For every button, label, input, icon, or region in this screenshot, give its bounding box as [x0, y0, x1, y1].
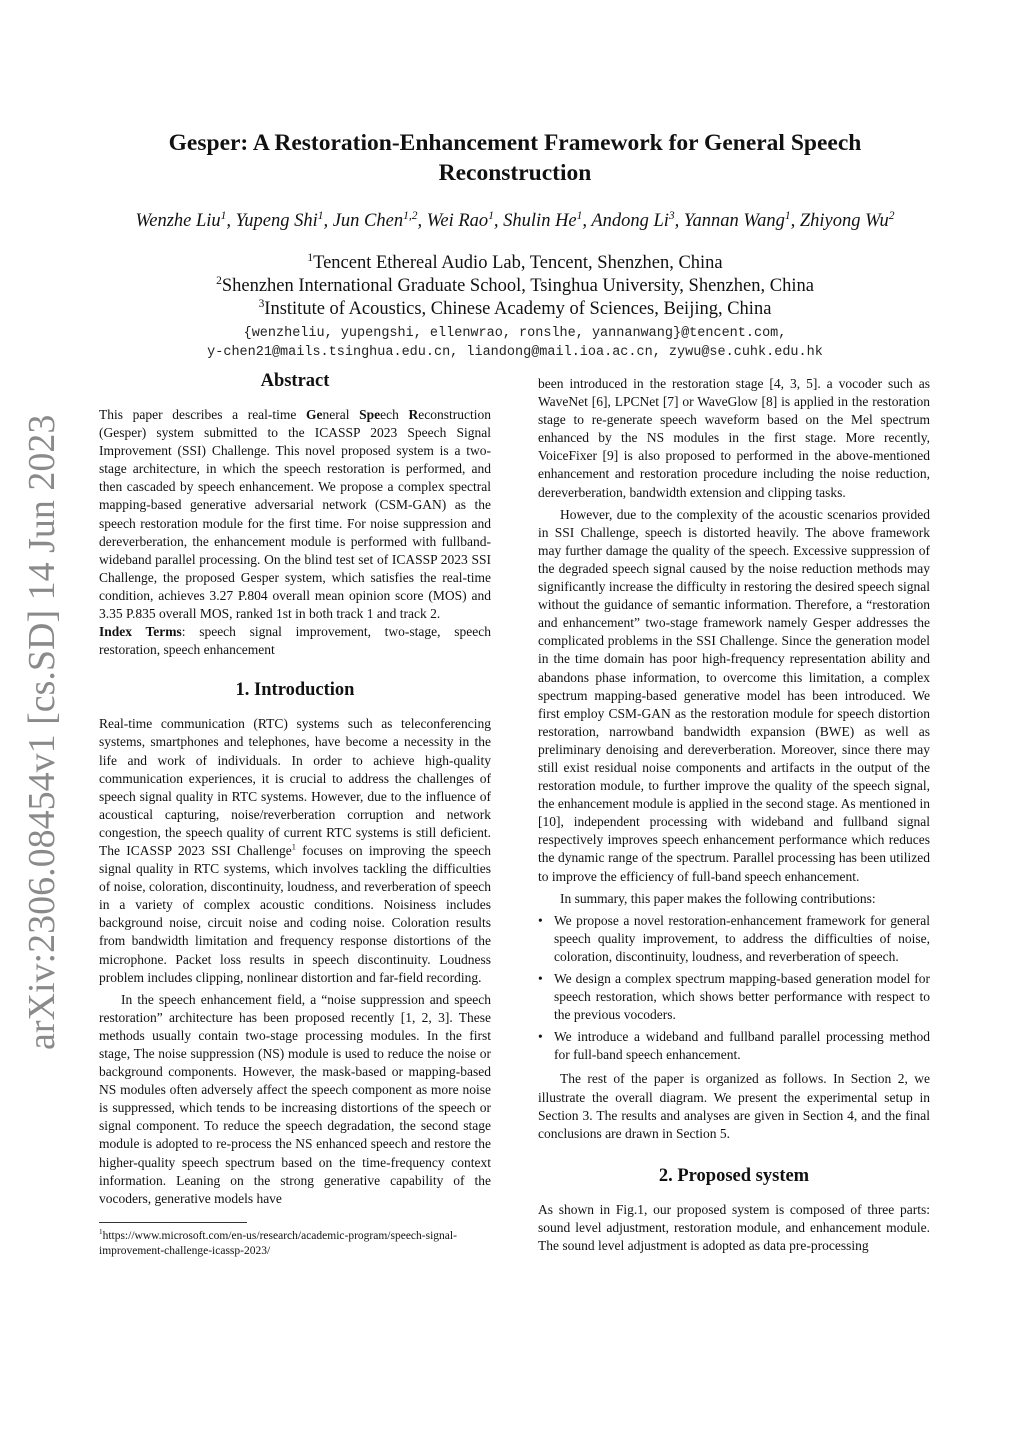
author-list: Wenzhe Liu$^1$, Yupeng Shi$^1$, Jun Chen$^{1,2}$, Wei Rao$^1$, Shulin He$^1$, Andong Li$^3$, Yannan Wang$^1$, Zhiyong Wu$^2$ — [135, 209, 895, 231]
author: Wenzhe Liu — [135, 211, 221, 231]
author-affiliation: 1,2 — [403, 209, 418, 222]
author-affiliation: 1 — [220, 209, 227, 222]
contribution-item: • We propose a novel restoration-enhancement framework for general speech quality improvement, to address the difficulties of noise, coloration, discontinuity, loudness, and reverberation of speech. — [538, 912, 930, 964]
affiliation-number: 2 — [216, 274, 222, 287]
affiliation — [100, 275, 930, 298]
bullet-icon: • — [538, 1029, 543, 1045]
affiliation-list — [100, 252, 930, 321]
author-affiliation: 2 — [888, 209, 895, 222]
intro-paragraph: In the speech enhancement field, a “noise suppression and speech restoration” architecture has been proposed recently [1, 2, 3]. These methods usually contain two-stage processing modules. In the first stage, The noise suppression (NS) module is used to reduce the noise or background components. However, the mask-based or mapping-based NS modules often adversely affect the speech component as more noise is suppressed, which tends to be increasing distortions of the speech or signal component. To reduce the speech degradation, the second stage module is adopted to re-process the NS enhanced speech and restore the higher-quality speech spectrum based on the time-frequency context information. Leaning on the strong generative capability of the vocoders, generative models have — [99, 991, 491, 1206]
body-paragraph: As shown in Fig.1, our proposed system is composed of three parts: sound level adjustment, restoration module, and enhancement module. The sound level adjustment is adopted as data pre-processing — [538, 1201, 930, 1254]
author-affiliation: 1 — [488, 209, 494, 222]
body-paragraph: been introduced in the restoration stage [4, 3, 5]. a vocoder such as WaveNet [6], LPCNet [7] or WaveGlow [8] is applied in the restoration stage to re-generate speech waveform based on the Mel spectrum enhanced by the NS modules in the first stage. More recently, VoiceFixer [9] is also proposed to performed in the above-mentioned enhancement and restoration procedure including the noise reduction, dereverberation, bandwidth extension and clipping tasks. — [538, 376, 930, 500]
index-terms: Index Terms: speech signal improvement, two-stage, speech restoration, speech enhancement — [99, 624, 491, 658]
author-affiliation: 1 — [784, 209, 791, 222]
author: Yupeng Shi — [235, 211, 318, 231]
abstract-heading: Abstract — [260, 371, 330, 391]
footnote-number: 1 — [99, 1228, 103, 1237]
affiliation-text: Shenzhen International Graduate School, Tsinghua University, Shenzhen, China — [221, 276, 814, 296]
footnote-marker: 1 — [291, 842, 296, 852]
author-affiliation: 3 — [668, 209, 675, 222]
section-heading-proposed-system: 2. Proposed system — [658, 1165, 810, 1186]
affiliation-text: Institute of Acoustics, Chinese Academy of Sciences, Beijing, China — [264, 299, 772, 319]
index-terms-label: Index Terms — [99, 624, 182, 640]
footnote-url: https://www.microsoft.com/en-us/research/academic-program/speech-signal-improvement-challenge-icassp-2023/ — [99, 1229, 457, 1257]
affiliation — [100, 298, 930, 321]
author: Zhiyong Wu — [799, 211, 889, 231]
author: Andong Li — [591, 211, 669, 231]
affiliation — [100, 252, 930, 275]
bullet-icon: • — [538, 971, 543, 986]
bullet-icon: • — [538, 912, 543, 928]
author: Shulin He — [503, 211, 577, 231]
abstract-text: This paper describes a real-time General Speech Reconstruction (Gesper) system submitted to the ICASSP 2023 Speech Signal Improvement (SSI) Challenge. This novel proposed system is a two-stage architecture, in which the speech restoration is performed, and then cascaded by speech enhancement. We propose a complex spectral mapping-based generative adversarial network (CSM-GAN) as the speech restoration module for the first time. For noise suppression and dereverberation, the enhancement module is performed with fullband-wideband parallel processing. On the blind test set of ICASSP 2023 SSI Challenge, the proposed Gesper system, which satisfies the real-time condition, achieves 3.27 P.804 overall mean opinion score (MOS) and 3.35 P.835 overall MOS, ranked 1st in both track 1 and track 2. — [99, 407, 492, 622]
footnote — [99, 1229, 491, 1259]
contribution-list — [538, 912, 930, 1065]
contribution-item: • We introduce a wideband and fullband parallel processing method for full-band speech enhancement. — [538, 1029, 930, 1063]
paper-title: Gesper: A Restoration-Enhancement Framework for General Speech Reconstruction — [168, 130, 862, 186]
left-column — [99, 370, 491, 1259]
email-line: {wenzheliu, yupengshi, ellenwrao, ronslhe, yannanwang}@tencent.com, — [243, 326, 787, 341]
body-paragraph: In summary, this paper makes the following contributions: — [560, 890, 876, 906]
email-list — [60, 324, 970, 362]
affiliation-number: 1 — [307, 251, 314, 264]
section-heading-introduction: 1. Introduction — [235, 680, 355, 701]
intro-paragraph: Real-time communication (RTC) systems such as teleconferencing systems, smartphones and telephones, have become a necessity in the life and work of individuals. In order to achieve high-quality communication experiences, it is crucial to address the challenges of speech signal quality in RTC systems. However, due to the influence of acoustical capturing, noise/reverberation corruption and network congestion, the speech quality of current RTC systems is still deficient. The ICASSP 2023 SSI Challenge$^1$ focuses on improving the speech signal quality in RTC systems, which involves tackling the difficulties of noise, coloration, discontinuity, loudness, and reverberation of speech in a variety of complex acoustic conditions. Noisiness includes background noise, circuit noise and coding noise. Coloration results from bandwidth limitation and frequency response distortions of the microphone. Packet loss results in speech discontinuity. Loudness problem includes clipping, nonlinear distortion and far-field recording. — [99, 716, 491, 985]
author: Jun Chen — [332, 211, 404, 231]
affiliation-text: Tencent Ethereal Audio Lab, Tencent, Shenzhen, China — [313, 253, 723, 273]
contribution-item: • We design a complex spectrum mapping-based generation model for speech restoration, which shows better performance with respect to the previous vocoders. — [538, 971, 930, 1023]
email-line: y-chen21@mails.tsinghua.edu.cn, liandong@mail.ioa.ac.cn, zywu@se.cuhk.edu.hk — [207, 345, 823, 360]
author: Wei Rao — [426, 211, 489, 231]
body-paragraph: However, due to the complexity of the acoustic scenarios provided in SSI Challenge, speech is distorted heavily. The above framework may further damage the quality of the speech. Excessive suppression of the degraded speech signal caused by the noise reduction methods may significantly increase the difficulty in restoring the desired speech signal without the guidance of semantic information. Therefore, a “restoration and enhancement” two-stage framework namely Gesper addresses the complicated problems in the SSI Challenge. Since the generation model in the time domain has poor high-frequency representation ability and abandons phase information, to overcome this limitation, a complex spectrum mapping-based generative model has been introduced. We first employ CSM-GAN as the restoration module for speech distortion restoration, narrowband bandwidth expansion (BWE) as well as preliminary denoising and dereverberation. Moreover, since there may still exist residual noise components and artifacts in the output of the restoration module, to further improve the quality of the speech signal, the enhancement module is applied in the second stage. As mentioned in [10], independent processing with wideband and fullband signal respectively improves speech enhancement performance which reduces the dynamic range of the spectrum. Parallel processing has been utilized to improve the efficiency of full-band speech enhancement. — [538, 506, 930, 884]
author-affiliation: 1 — [317, 209, 324, 222]
body-paragraph: The rest of the paper is organized as follows. In Section 2, we illustrate the overall diagram. We present the experimental setup in Section 3. The results and analyses are given in Section 4, and the final conclusions are drawn in Section 5. — [538, 1071, 930, 1141]
affiliation-number: 3 — [258, 297, 265, 310]
arxiv-identifier: arXiv:2306.08454v1 [cs.SD] 14 Jun 2023 — [21, 414, 63, 1050]
footnote-divider — [99, 1222, 247, 1223]
author-affiliation: 1 — [576, 209, 583, 222]
author: Yannan Wang — [683, 211, 785, 231]
right-column — [538, 375, 930, 1255]
